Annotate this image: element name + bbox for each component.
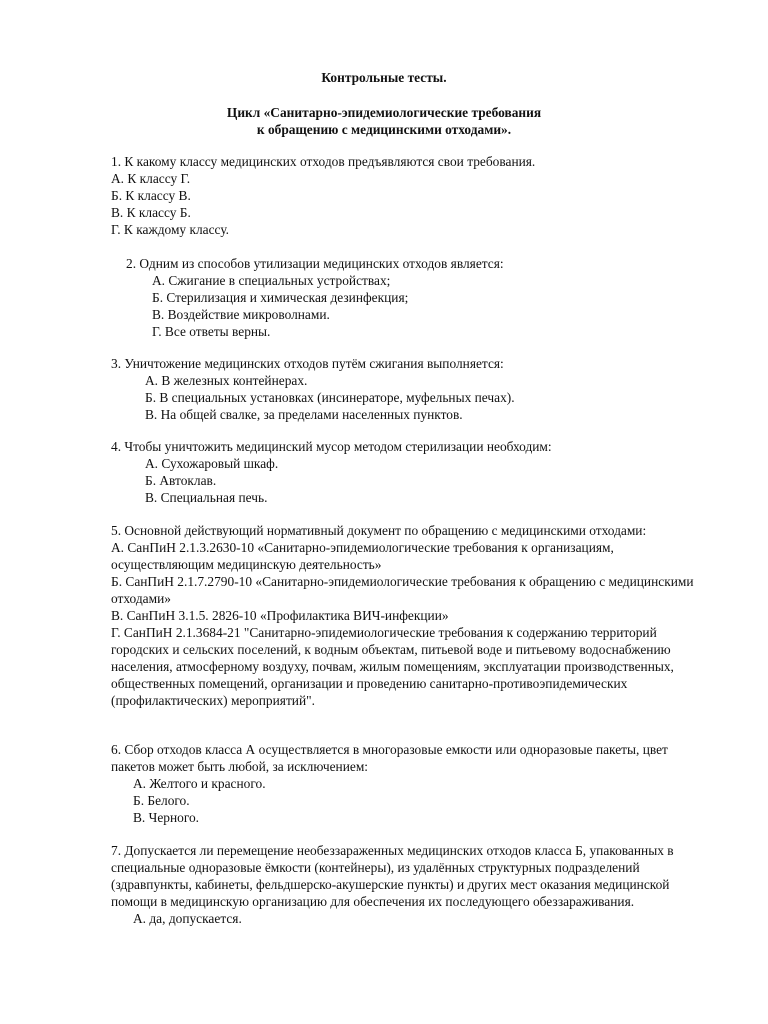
question-text: 7. Допускается ли перемещение необеззараженных медицинских отходов класса Б, упакованных в специальные одноразовые ёмкости (контейнеры), из удалённых структурных подразделений (здравпункты, кабинеты, фельдшерско-акушерские пункты) и других мест оказания медицинской помощи в медицинскую организацию для обеспечения их последующего обеззараживания. — [111, 843, 674, 909]
answer-option: Г. К каждому классу. — [111, 222, 230, 237]
answer-option: Б. В специальных установках (инсинераторе, муфельных печах). — [145, 390, 515, 405]
answer-option: Б. Стерилизация и химическая дезинфекция; — [152, 290, 409, 305]
question-3 — [111, 355, 708, 423]
answer-option: А. да, допускается. — [133, 911, 242, 926]
question-7 — [111, 842, 708, 927]
answer-option: В. К классу Б. — [111, 205, 191, 220]
answer-option: В. СанПиН 3.1.5. 2826-10 «Профилактика ВИЧ-инфекции» — [111, 608, 449, 623]
answer-option: Г. СанПиН 2.1.3684-21 "Санитарно-эпидемиологические требования к содержанию территорий городских и сельских поселений, к водным объектам, питьевой воде и питьевому водоснабжению населения, атмосферному воздуху, почвам, жилым помещениям, эксплуатации производственных, общественных помещений, организации и проведению санитарно-противоэпидемических (профилактических) мероприятий". — [111, 625, 674, 708]
question-4 — [111, 438, 708, 506]
question-text: 5. Основной действующий нормативный документ по обращению с медицинскими отходами: — [111, 523, 647, 538]
question-text: 3. Уничтожение медицинских отходов путём сжигания выполняется: — [111, 356, 504, 371]
answer-option: А. Желтого и красного. — [133, 776, 266, 791]
cycle-title-line2: к обращению с медицинскими отходами». — [256, 122, 512, 137]
answer-option: В. Воздействие микроволнами. — [152, 307, 330, 322]
answer-option: А. К классу Г. — [111, 171, 191, 186]
question-5 — [111, 522, 708, 709]
answer-option: А. В железных контейнерах. — [145, 373, 308, 388]
answer-option: А. Сжигание в специальных устройствах; — [152, 273, 391, 288]
document-title: Контрольные тесты. — [321, 70, 447, 85]
answer-option: А. СанПиН 2.1.3.2630-10 «Санитарно-эпидемиологические требования к организациям, осуществляющим медицинскую деятельность» — [111, 540, 614, 572]
cycle-title-line1: Цикл «Санитарно-эпидемиологические требования — [226, 105, 542, 120]
answer-option: В. Черного. — [133, 810, 200, 825]
answer-option: В. Специальная печь. — [145, 490, 268, 505]
question-text: 2. Одним из способов утилизации медицинских отходов является: — [126, 256, 504, 271]
answer-option: Г. Все ответы верны. — [152, 324, 271, 339]
document-header — [0, 69, 768, 138]
question-2 — [111, 255, 708, 340]
question-text: 4. Чтобы уничтожить медицинский мусор методом стерилизации необходим: — [111, 439, 552, 454]
answer-option: А. Сухожаровый шкаф. — [145, 456, 279, 471]
answer-option: В. На общей свалке, за пределами населенных пунктов. — [145, 407, 463, 422]
question-text: 1. К какому классу медицинских отходов предъявляются свои требования. — [111, 154, 536, 169]
question-1 — [111, 153, 708, 238]
answer-option: Б. Белого. — [133, 793, 190, 808]
question-text: 6. Сбор отходов класса А осуществляется в многоразовые емкости или одноразовые пакеты, цвет пакетов может быть любой, за исключением: — [111, 742, 668, 774]
answer-option: Б. СанПиН 2.1.7.2790-10 «Санитарно-эпидемиологические требования к обращению с медицинскими отходами» — [111, 574, 694, 606]
answer-option: Б. К классу В. — [111, 188, 191, 203]
question-6 — [111, 741, 708, 826]
answer-option: Б. Автоклав. — [145, 473, 217, 488]
